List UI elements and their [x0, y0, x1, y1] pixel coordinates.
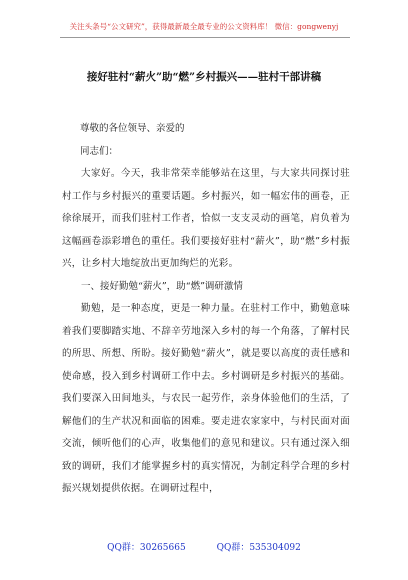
document-title: 接好驻村“薪火”助“燃”乡村振兴——驻村干部讲稿 [86, 71, 322, 83]
salutation-line-2: 同志们： [80, 145, 119, 157]
footer-qq-group-2: QQ群：535304092 [216, 543, 301, 553]
document-body [62, 118, 350, 501]
paragraph-diligence: 勤勉，是一种态度，更是一种力量。在驻村工作中，勤勉意味着我们要脚踏实地、不辞辛劳地深入乡村的每一个角落，了解村民的所思、所想、所盼。接好勤勉“薪火”，就是要以高度的责任感和使命感，投入到乡村调研工作中去。乡村调研是乡村振兴的基础。我们要深入田间地头，与农民一起劳作，亲身体验他们的生活，了解他们的生产状况和面临的困难。要走进农家家中，与村民面对面交流，倾听他们的心声，收集他们的意见和建议。只有通过深入细致的调研，我们才能掌握乡村的真实情况，为制定科学合理的乡村振兴规划提供依据。在调研过程中， [62, 303, 350, 494]
section-heading-1: 一、接好勤勉“薪火”，助“燃”调研激情 [81, 280, 243, 292]
footer-qq-group-1: QQ群：30265665 [107, 543, 186, 553]
header-notice: 关注头条号“公文研究”，获得最新最全最专业的公文资料库！ 微信：gongwenyj [69, 22, 339, 31]
paragraph-intro: 大家好。今天，我非常荣幸能够站在这里，与大家共同探讨驻村工作与乡村振兴的重要话题。乡村振兴，如一幅宏伟的画卷，正徐徐展开，而我们驻村工作者，恰似一支支灵动的画笔，肩负着为这幅画卷添彩增色的重任。我们要接好驻村“薪火”，助“燃”乡村振兴，让乡村大地绽放出更加绚烂的光彩。 [62, 168, 350, 269]
header-divider [60, 37, 350, 38]
footer-contact [0, 540, 408, 553]
salutation-line-1: 尊敬的各位领导、亲爱的 [80, 123, 185, 134]
